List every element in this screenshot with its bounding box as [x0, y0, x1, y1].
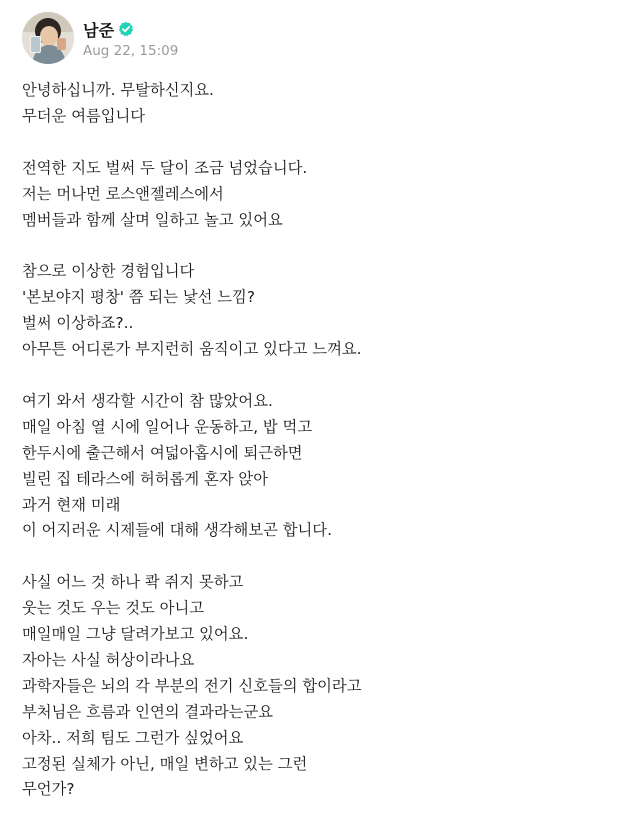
- post-header: [22, 10, 178, 66]
- post-body: 안녕하십니까. 무탈하신지요. 무더운 여름입니다 전역한 지도 벌써 두 달이 조금 넘었습니다. 저는 머나먼 로스앤젤레스에서 멤버들과 함께 살며 일하고 놀고 있어요 참으로 이상한 경험입니다 '본보야지 평창' 쯤 되는 낯선 느낌? 벌써 이상하죠?.. 아무튼 어디론가 부지런히 움직이고 있다고 느껴요. 여기 와서 생각할 시간이 참 많았어요. 매일 아침 열 시에 일어나 운동하고, 밥 먹고 한두시에 출근해서 여덟아홉시에 퇴근하면 빌린 집 테라스에 허허롭게 혼자 앉아 과거 현재 미래 이 어지러운 시제들에 대해 생각해보곤 합니다. 사실 어느 것 하나 콱 쥐지 못하고 웃는 것도 우는 것도 아니고 매일매일 그냥 달려가보고 있어요. 자아는 사실 허상이라나요 과학자들은 뇌의 각 부분의 전기 신호들의 합이라고 부처님은 흐름과 인연의 결과라는군요 아차.. 저희 팀도 그런가 싶었어요 고정된 실체가 아닌, 매일 변하고 있는 그런 무언가?: [22, 81, 362, 799]
- author-row: [83, 17, 178, 41]
- author-name[interactable]: 남준: [83, 20, 115, 40]
- verified-badge-icon: [118, 21, 134, 37]
- avatar-photo: [22, 12, 74, 64]
- post-timestamp: Aug 22, 15:09: [83, 43, 179, 59]
- post-meta: [83, 12, 178, 64]
- avatar[interactable]: [22, 12, 74, 64]
